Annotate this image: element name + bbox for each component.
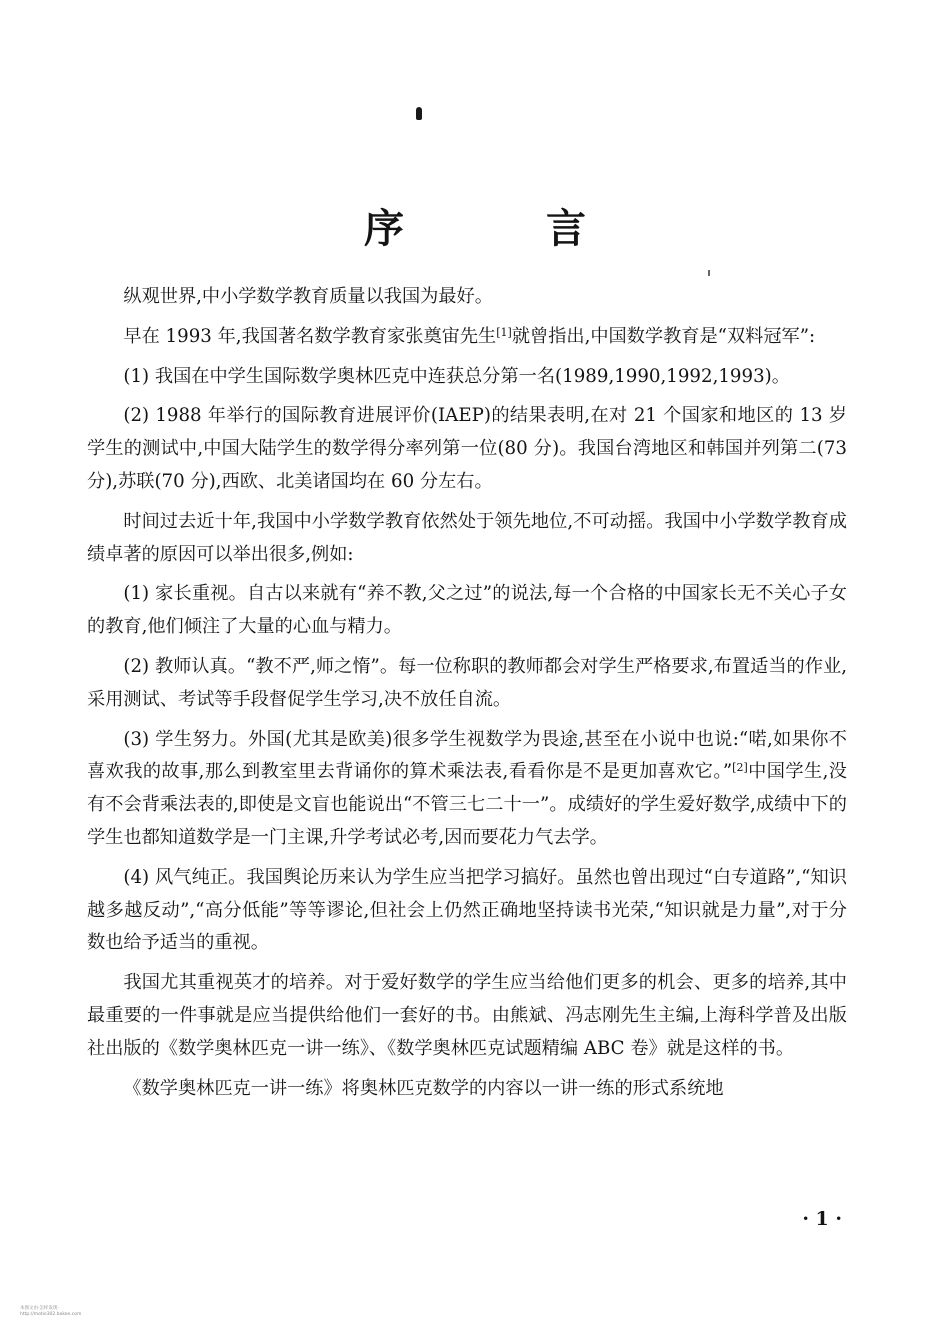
paragraph-1: 纵观世界,中小学数学教育质量以我国为最好。 [123, 286, 493, 307]
paragraph-6: (1) 家长重视。自古以来就有“养不教,父之过”的说法,每一个合格的中国家长无不关心子女的教育,他们倾注了大量的心血与精力。 [87, 583, 847, 638]
paragraph-4: (2) 1988 年举行的国际教育进展评价(IAEP)的结果表明,在对 21 个国家和地区的 13 岁学生的测试中,中国大陆学生的数学得分率列第一位(80 分)。我国台湾地区和韩国并列第二(73 分),苏联(70 分),西欧、北美诸国均在 60 分左右。 [87, 405, 847, 492]
paragraph-10: 我国尤其重视英才的培养。对于爱好数学的学生应当给他们更多的机会、更多的培养,其中最重要的一件事就是应当提供给他们一套好的书。由熊斌、冯志刚先生主编,上海科学普及出版社出版的《数学奥林匹克一讲一练》、《数学奥林匹克试题精编 ABC 卷》就是这样的书。 [87, 972, 847, 1059]
footnote-ref-1[interactable]: [1] [496, 325, 512, 339]
ink-mark [416, 107, 422, 120]
scan-speck [708, 270, 710, 276]
watermark [20, 1306, 81, 1318]
paragraph-5: 时间过去近十年,我国中小学数学教育依然处于领先地位,不可动摇。我国中小学数学教育成绩卓著的原因可以举出很多,例如: [87, 510, 847, 565]
paragraph-8: (3) 学生努力。外国(尤其是欧美)很多学生视数学为畏途,甚至在小说中也说:“喏,如果你不喜欢我的故事,那么到教室里去背诵你的算术乘法表,看看你是不是更加喜欢它。”[2]中国学生,没有不会背乘法表的,即使是文盲也能说出“不管三七二十一”。成绩好的学生爱好数学,成绩中下的学生也都知道数学是一门主课,升学考试必考,因而要花力气去学。 [87, 728, 847, 848]
paragraph-7: (2) 教师认真。“教不严,师之惰”。每一位称职的教师都会对学生严格要求,布置适当的作业,采用测试、考试等手段督促学生学习,决不放任自流。 [87, 655, 847, 710]
watermark-url[interactable]: http://motio302.bokee.com [20, 1312, 82, 1317]
page-title: 序 言 [364, 204, 650, 252]
paragraph-11: 《数学奥林匹克一讲一练》将奥林匹克数学的内容以一讲一练的形式系统地 [123, 1077, 724, 1099]
paragraph-3: (1) 我国在中学生国际数学奥林匹克中连获总分第一名(1989,1990,1992,1993)。 [123, 365, 790, 387]
paragraph-2: 早在 1993 年,我国著名数学教育家张奠宙先生[1]就曾指出,中国数学教育是“双料冠军”: [123, 325, 816, 347]
footnote-ref-2[interactable]: [2] [732, 761, 748, 775]
preface-body [87, 281, 847, 1112]
paragraph-9: (4) 风气纯正。我国舆论历来认为学生应当把学习搞好。虽然也曾出现过“白专道路”,“知识越多越反动”,“高分低能”等等谬论,但社会上仍然正确地坚持读书光荣,“知识就是力量”,对于分数也给予适当的重视。 [87, 866, 847, 954]
page-number: · 1 · [802, 1208, 842, 1230]
watermark-line-1: 本图文由·怎样发现· [20, 1306, 59, 1311]
